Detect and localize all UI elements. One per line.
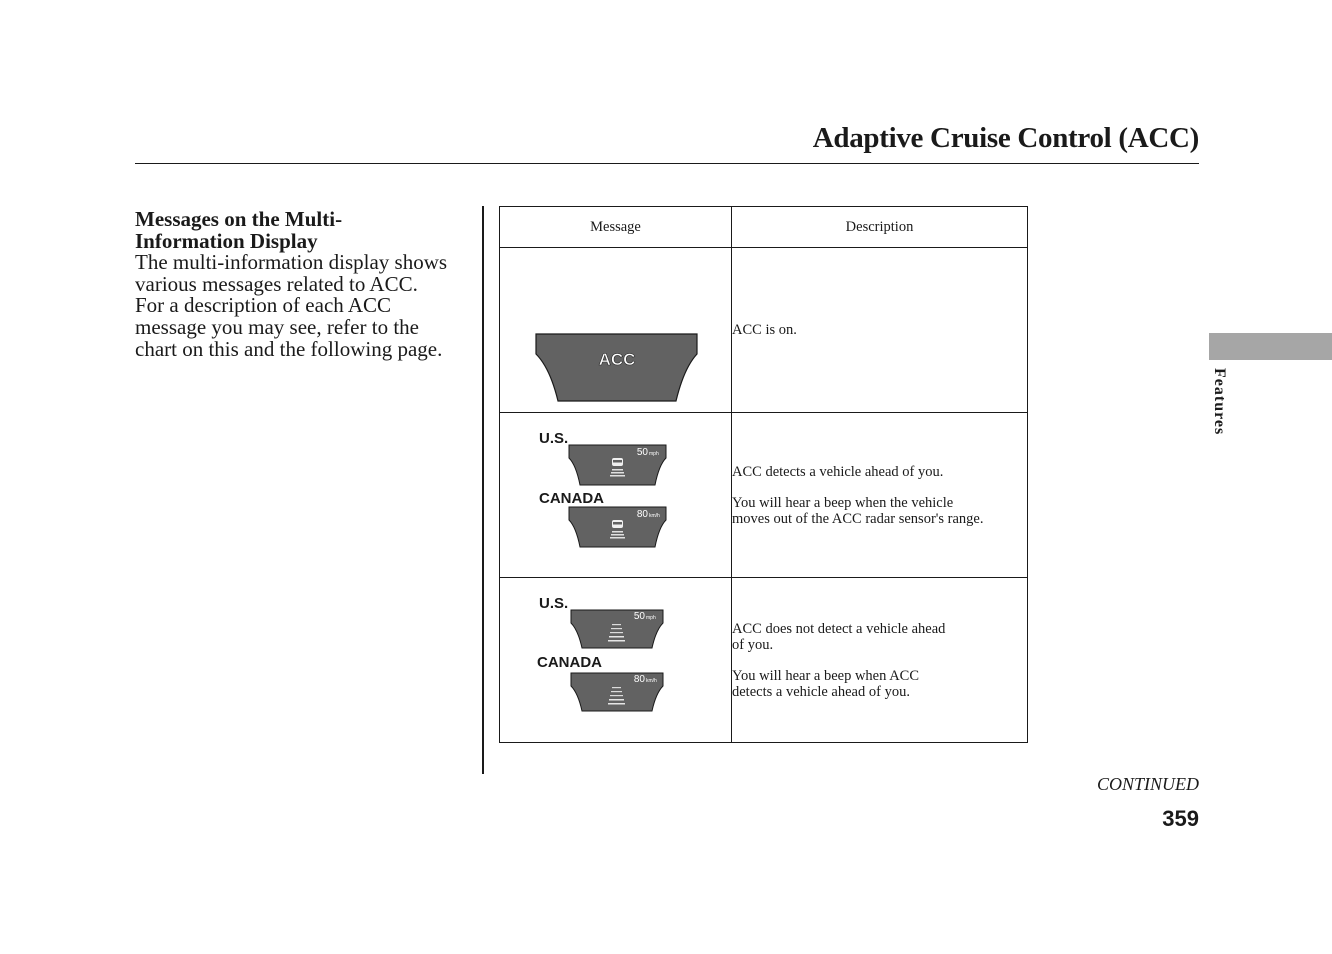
speed-canada: 80 bbox=[636, 509, 648, 520]
label-canada: CANADA bbox=[537, 654, 602, 671]
display-us bbox=[569, 445, 666, 485]
message-image-cell bbox=[500, 578, 732, 743]
table-row bbox=[500, 413, 1028, 578]
description-cell bbox=[732, 413, 1028, 578]
description-text: You will hear a beep when the vehicle moves out of the ACC radar sensor's range. bbox=[732, 494, 984, 527]
title-rule bbox=[135, 163, 1199, 164]
page-title: Adaptive Cruise Control (ACC) bbox=[812, 122, 1199, 154]
unit-canada: km/h bbox=[649, 513, 660, 519]
speed-us: 50 bbox=[633, 611, 645, 622]
intro-body: The multi-information display shows various messages related to ACC. For a description of each ACC message you may see, refer to the chart on this and the following page. bbox=[135, 250, 448, 361]
label-canada: CANADA bbox=[539, 490, 604, 507]
column-divider bbox=[482, 206, 484, 774]
display-canada bbox=[569, 507, 666, 547]
label-us: U.S. bbox=[539, 595, 569, 612]
intro-section bbox=[135, 209, 470, 360]
table-header-row bbox=[500, 207, 1028, 248]
continued-label: CONTINUED bbox=[1096, 774, 1199, 794]
header-message: Message bbox=[500, 207, 732, 248]
description-text: ACC does not detect a vehicle ahead of you. bbox=[732, 620, 946, 653]
section-tab-label: Features bbox=[1211, 368, 1228, 436]
vehicle-detected-images bbox=[500, 413, 731, 577]
description-cell bbox=[732, 578, 1028, 743]
display-us bbox=[571, 610, 663, 648]
unit-canada: km/h bbox=[646, 678, 657, 684]
acc-display-image bbox=[500, 248, 731, 412]
description-text: You will hear a beep when ACC detects a vehicle ahead of you. bbox=[732, 667, 920, 700]
acc-display-text: ACC bbox=[598, 350, 636, 369]
intro-heading: Messages on the Multi- Information Display bbox=[135, 207, 343, 253]
speed-canada: 80 bbox=[633, 674, 645, 685]
unit-us: mph bbox=[649, 451, 659, 457]
section-tab bbox=[1209, 333, 1332, 360]
description-cell bbox=[732, 248, 1028, 413]
description-text: ACC is on. bbox=[732, 322, 797, 338]
header-description: Description bbox=[732, 207, 1028, 248]
vehicle-not-detected-images bbox=[500, 578, 731, 742]
message-image-cell bbox=[500, 248, 732, 413]
message-table bbox=[499, 206, 1028, 743]
label-us: U.S. bbox=[539, 430, 569, 447]
message-image-cell bbox=[500, 413, 732, 578]
display-canada bbox=[571, 673, 663, 711]
table-row bbox=[500, 248, 1028, 413]
description-text: ACC detects a vehicle ahead of you. bbox=[732, 463, 944, 480]
unit-us: mph bbox=[646, 615, 656, 621]
speed-us: 50 bbox=[636, 447, 648, 458]
table-row bbox=[500, 578, 1028, 743]
page-number: 359 bbox=[1162, 806, 1199, 831]
